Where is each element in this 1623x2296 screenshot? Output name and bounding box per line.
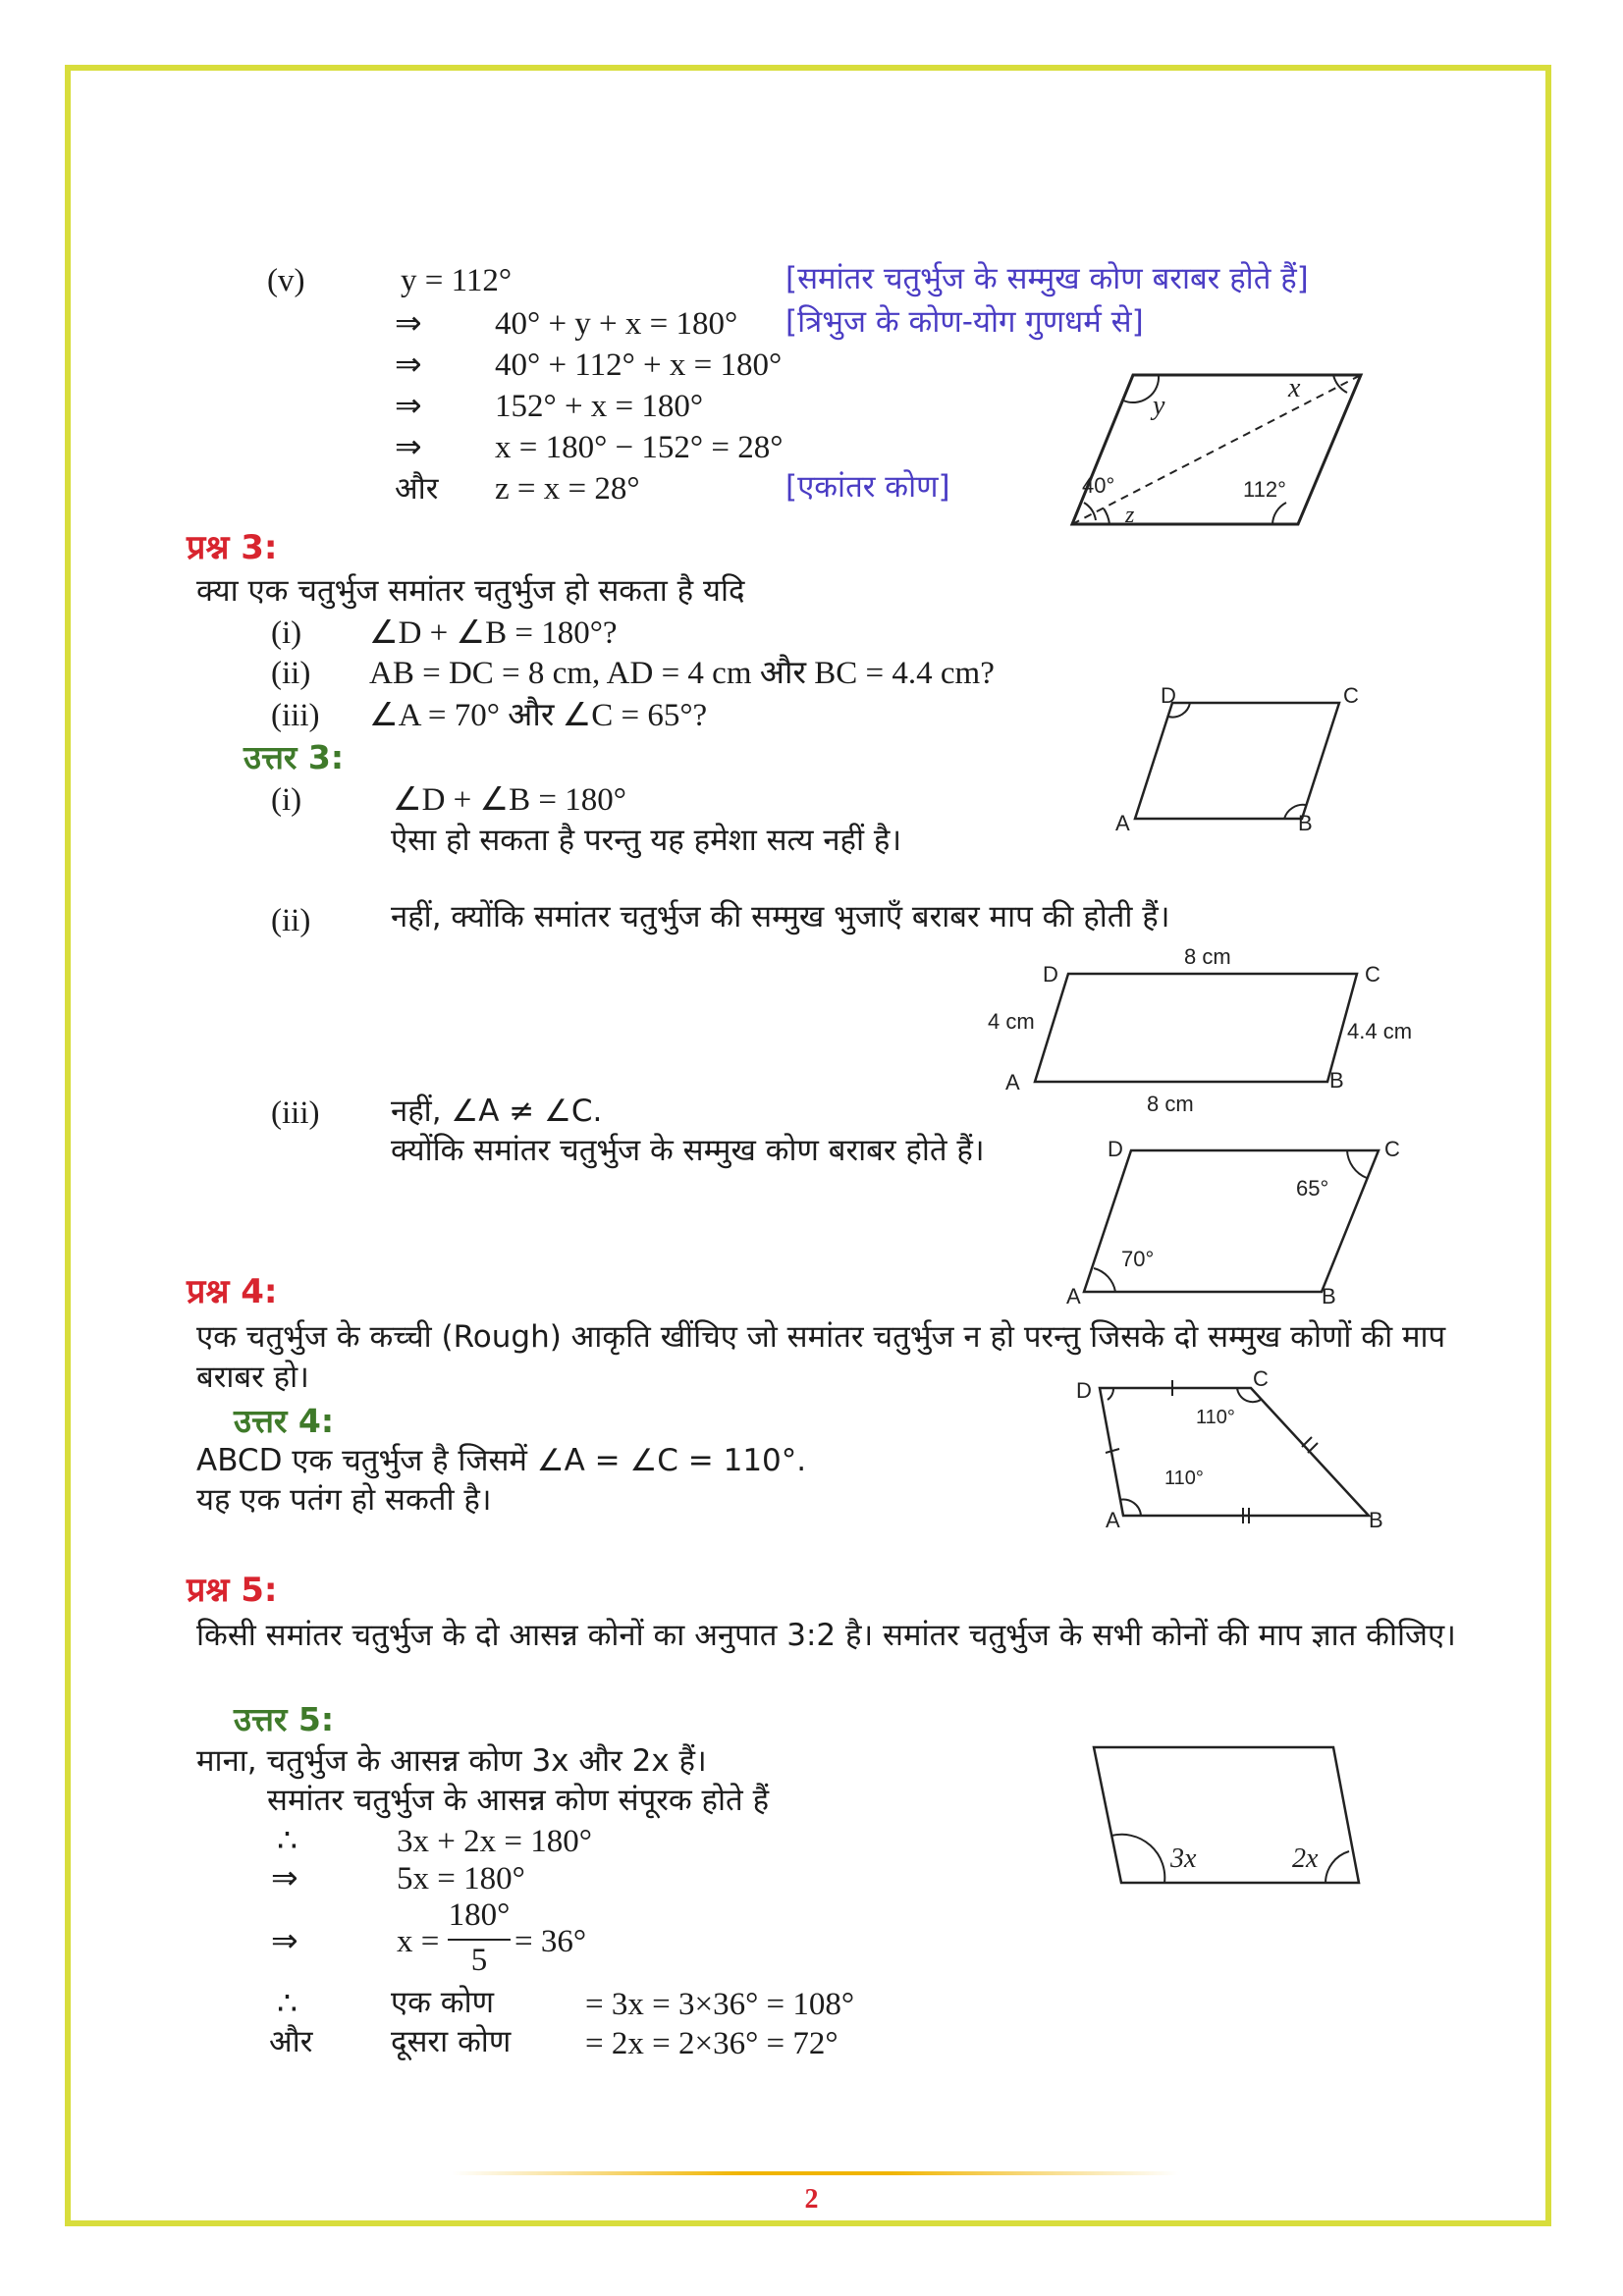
q4-heading: प्रश्न 4:	[187, 1272, 278, 1311]
fig1-label-C: C	[1343, 683, 1359, 708]
fig-kite-label-C: C	[1253, 1366, 1269, 1391]
q5-step-label: दूसरा कोण	[391, 2024, 512, 2059]
q4-text: एक चतुर्भुज के कच्ची (Rough) आकृति खींचिए जो समांतर चतुर्भुज न हो परन्तु जिसके दो सम्मुख कोणों की माप बराबर हो।	[196, 1319, 1446, 1395]
fig-label-z: z	[1125, 503, 1135, 528]
part-v-step-equation: z = x = 28°	[495, 471, 640, 507]
q5-fraction-numerator: 180°	[448, 1897, 511, 1933]
page-number: 2	[804, 2184, 819, 2215]
q5-answer-heading: उत्तर 5:	[234, 1700, 335, 1738]
fig3-label-A: A	[1066, 1284, 1081, 1308]
a3-i-label: (i)	[271, 782, 302, 818]
footer-divider	[452, 2171, 1178, 2175]
fig-label-40: 40°	[1082, 473, 1115, 498]
q5-step-label: एक कोण	[391, 1985, 495, 2020]
q5-step-eq: 3x + 2x = 180°	[397, 1824, 592, 1859]
part-v-step-equation: y = 112°	[401, 263, 513, 298]
fig5-label-2x: 2x	[1292, 1843, 1319, 1874]
q3-answer-heading: उत्तर 3:	[243, 738, 345, 776]
part-v-step-equation: 152° + x = 180°	[495, 389, 704, 424]
part-v-step-symbol: ⇒	[395, 389, 422, 424]
q3-item-text: ∠D + ∠B = 180°?	[369, 615, 618, 651]
a3-i-line2: ऐसा हो सकता है परन्तु यह हमेशा सत्य नहीं है।	[391, 823, 902, 858]
q5-step-eq: = 2x = 2×36° = 72°	[585, 2026, 839, 2061]
fig-kite-label-D: D	[1076, 1378, 1092, 1403]
fig2-label-A: A	[1005, 1070, 1020, 1095]
q5-answer-line1: माना, चतुर्भुज के आसन्न कोण 3x और 2x हैं।	[196, 1743, 707, 1779]
fig-label-112: 112°	[1243, 477, 1286, 502]
fig1-label-B: B	[1298, 811, 1313, 835]
part-v-step-equation: x = 180° − 152° = 28°	[495, 430, 784, 465]
fig2-top-length: 8 cm	[1184, 944, 1231, 969]
fig3-label-C: C	[1384, 1137, 1400, 1161]
fig1-label-A: A	[1115, 811, 1130, 835]
fig3-label-B: B	[1322, 1284, 1336, 1308]
q5-fraction-rhs: = 36°	[514, 1924, 587, 1959]
q3-text: क्या एक चतुर्भुज समांतर चतुर्भुज हो सकता है यदि	[196, 573, 745, 609]
figure-kite-abcd	[1070, 1368, 1394, 1537]
a3-iii-line2: क्योंकि समांतर चतुर्भुज के सम्मुख कोण बराबर होते हैं।	[391, 1133, 985, 1168]
fig-kite-label-B: B	[1369, 1508, 1383, 1532]
figure-parallelogram-abcd-2	[982, 940, 1434, 1116]
fig-label-x: x	[1288, 373, 1301, 403]
q5-answer-line2: समांतर चतुर्भुज के आसन्न कोण संपूरक होते हैं	[267, 1783, 770, 1818]
fig3-angle-C: 65°	[1296, 1176, 1329, 1201]
q4-answer-line2: यह एक पतंग हो सकती है।	[196, 1482, 492, 1518]
fig2-right-length: 4.4 cm	[1347, 1019, 1413, 1043]
q4-answer-heading: उत्तर 4:	[234, 1402, 335, 1440]
fig-kite-angle-A: 110°	[1164, 1468, 1204, 1489]
q5-step-symbol: ∴	[277, 1824, 298, 1859]
q4-answer-line1: ABCD एक चतुर्भुज है जिसमें ∠A = ∠C = 110°.	[196, 1443, 807, 1478]
q3-item-text: AB = DC = 8 cm, AD = 4 cm और BC = 4.4 cm?	[369, 656, 995, 691]
q5-step-symbol: ⇒	[271, 1861, 298, 1896]
fig2-bottom-length: 8 cm	[1147, 1092, 1194, 1116]
fig1-label-D: D	[1161, 683, 1176, 708]
fig3-label-D: D	[1108, 1137, 1123, 1161]
figure-parallelogram-abcd-1	[1109, 683, 1375, 835]
fig-kite-angle-C: 110°	[1196, 1407, 1235, 1428]
fig2-label-D: D	[1043, 962, 1058, 987]
fig2-left-length: 4 cm	[988, 1009, 1035, 1034]
a3-i-line1: ∠D + ∠B = 180°	[393, 782, 626, 818]
figure-parallelogram-abcd-3	[1064, 1135, 1408, 1311]
part-v-step-equation: 40° + y + x = 180°	[495, 306, 738, 342]
figure-parallelogram-3x-2x	[1090, 1741, 1375, 1889]
fig5-label-3x: 3x	[1170, 1843, 1197, 1874]
q5-step-symbol: और	[269, 2024, 313, 2059]
fraction-bar	[448, 1939, 511, 1941]
part-v-step-reason: [त्रिभुज के कोण-योग गुणधर्म से]	[785, 304, 1144, 340]
q3-item-text: ∠A = 70° और ∠C = 65°?	[369, 698, 708, 733]
q3-heading: प्रश्न 3:	[187, 528, 278, 567]
a3-ii-text: नहीं, क्योंकि समांतर चतुर्भुज की सम्मुख भुजाएँ बराबर माप की होती हैं।	[391, 899, 1170, 934]
q5-step-symbol: ⇒	[271, 1924, 298, 1959]
q5-fraction-lhs: x =	[397, 1924, 440, 1959]
a3-iii-line1: नहीं, ∠A ≠ ∠C.	[391, 1094, 603, 1129]
part-v-step-symbol: ⇒	[395, 306, 422, 342]
fig2-label-B: B	[1329, 1068, 1344, 1093]
q5-text: किसी समांतर चतुर्भुज के दो आसन्न कोनों का अनुपात 3:2 है। समांतर चतुर्भुज के सभी कोनों की माप ज्ञात कीजिए।	[196, 1618, 1456, 1653]
part-v-step-reason: [एकांतर कोण]	[785, 469, 950, 505]
q3-item-label: (ii)	[271, 656, 311, 691]
part-v-step-equation: 40° + 112° + x = 180°	[495, 347, 783, 383]
q5-step-eq: = 3x = 3×36° = 108°	[585, 1987, 855, 2022]
q3-item-label: (iii)	[271, 698, 320, 733]
q5-step-eq: 5x = 180°	[397, 1861, 525, 1896]
fig-label-y: y	[1153, 391, 1165, 421]
fig2-label-C: C	[1365, 962, 1380, 987]
part-v-step-symbol: और	[395, 471, 439, 507]
fig-kite-label-A: A	[1106, 1508, 1120, 1532]
part-v-step-reason: [समांतर चतुर्भुज के सम्मुख कोण बराबर होते हैं]	[785, 261, 1309, 296]
fig3-angle-A: 70°	[1121, 1247, 1155, 1271]
q3-item-label: (i)	[271, 615, 302, 651]
part-v-step-symbol: ⇒	[395, 347, 422, 383]
q5-step-symbol: ∴	[277, 1987, 298, 2022]
part-v-step-symbol: ⇒	[395, 430, 422, 465]
a3-iii-label: (iii)	[271, 1095, 320, 1131]
figure-parallelogram-xyz	[1070, 365, 1384, 532]
q5-heading: प्रश्न 5:	[187, 1571, 278, 1610]
a3-ii-label: (ii)	[271, 903, 311, 938]
part-v-label: (v)	[267, 263, 305, 298]
q5-fraction-denominator: 5	[470, 1943, 488, 1978]
